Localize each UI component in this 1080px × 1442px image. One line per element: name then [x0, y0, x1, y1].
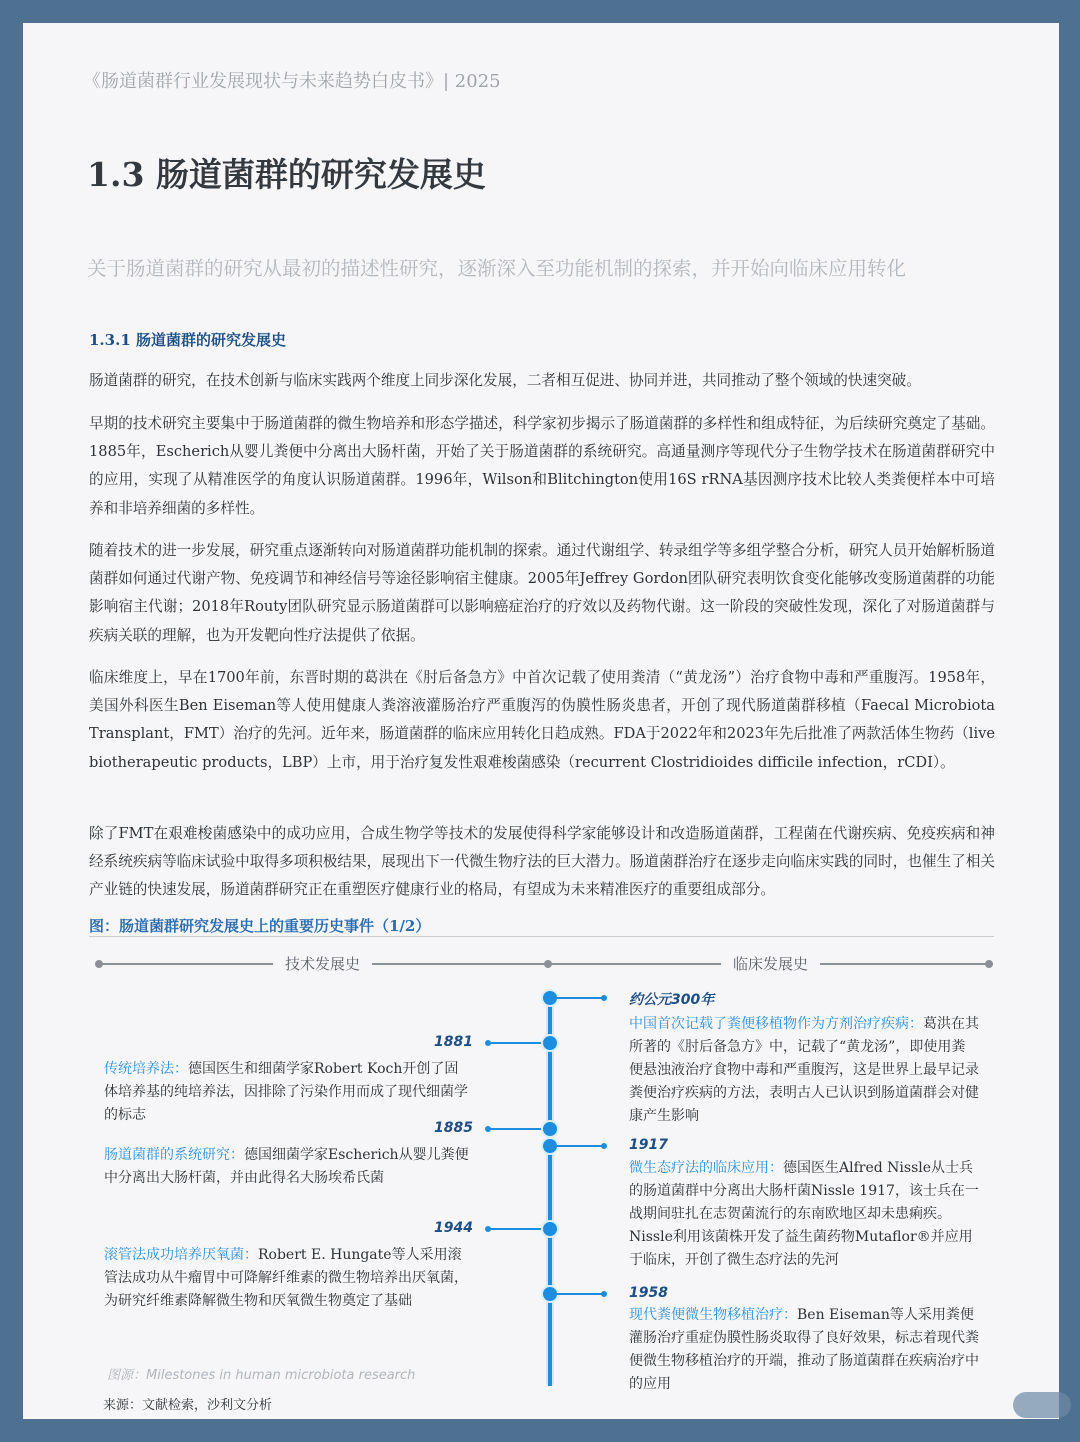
event-highlight-1885: 肠道菌群的系统研究： — [104, 1147, 244, 1163]
connector-dot-1944 — [485, 1226, 491, 1232]
paragraph-early-tech: 早期的技术研究主要集中于肠道菌群的微生物培养和形态学描述，科学家初步揭示了肠道菌群的多样性和组成特征，为后续研究奠定了基础。1885年，Escherich从婴儿粪便中分离出大肠杆菌，开始了关于肠道菌群的系统研究。高通量测序等现代分子生物学技术在肠道菌群研究中的应用，实现了从精准医学的角度认识肠道菌群。1996年，Wilson和Blitchington使用16S rRNA基因测序技术比较人类粪便样本中可培养和非培养细菌的多样性。 — [89, 415, 995, 517]
figure-source-note: 图源：Milestones in human microbiota research — [107, 1368, 416, 1383]
connector-dot-300ad — [601, 995, 607, 1001]
connector-1958 — [557, 1293, 603, 1295]
connector-dot-1881 — [485, 1040, 491, 1046]
event-text-1944 — [104, 1244, 472, 1313]
timeline-node-1885 — [541, 1120, 559, 1138]
event-body-1881: 德国医生和细菌学家Robert Koch开创了固体培养基的纯培养法，因排除了污染作用而成了现代细菌学的标志 — [104, 1061, 468, 1123]
timeline-node-1944 — [541, 1220, 559, 1238]
event-year-1944: 1944 — [434, 1220, 473, 1236]
event-highlight-1958: 现代粪便微生物移植治疗： — [629, 1307, 797, 1323]
connector-1944 — [489, 1228, 541, 1230]
rule-dot-center — [544, 960, 552, 968]
event-body-1917: 德国医生Alfred Nissle从士兵的肠道菌群中分离出大肠杆菌Nissle 1917，该士兵在一战期间驻扎在志贺菌流行的东南欧地区却未患痢疾。Nissle利用该菌株开发了益生菌药物Mutaflor®并应用于临床，开创了微生态疗法的先河 — [629, 1160, 979, 1268]
event-highlight-1917: 微生态疗法的临床应用： — [629, 1160, 783, 1176]
event-text-1917 — [629, 1157, 979, 1272]
section-heading: 1.3.1 肠道菌群的研究发展史 — [89, 331, 286, 349]
event-text-300ad — [629, 1013, 979, 1128]
clinical-history-label: 临床发展史 — [721, 953, 820, 974]
event-body-300ad: 葛洪在其所著的《肘后备急方》中，记载了“黄龙汤”，即使用粪便悬浊液治疗食物中毒和严重腹泻，这是世界上最早记录粪便治疗疾病的方法，表明古人已认识到肠道菌群会对健康产生影响 — [629, 1016, 979, 1124]
timeline-axis-fill — [548, 998, 552, 1386]
page-title: 1.3 肠道菌群的研究发展史 — [87, 155, 486, 194]
source-note: 来源：文献检索，沙利文分析 — [103, 1398, 273, 1413]
event-highlight-1881: 传统培养法： — [104, 1061, 188, 1077]
connector-dot-1885 — [485, 1126, 491, 1132]
figure-caption: 图：肠道菌群研究发展史上的重要历史事件（1/2） — [89, 917, 431, 935]
connector-1885 — [489, 1128, 541, 1130]
watermark-badge — [1013, 1392, 1071, 1418]
event-body-1944: Robert E. Hungate等人采用滚管法成功从牛瘤胃中可降解纤维素的微生物培养出厌氧菌，为研究纤维素降解微生物和厌氧微生物奠定了基础 — [104, 1247, 468, 1309]
document-page — [23, 23, 1059, 1419]
paragraph-intro: 肠道菌群的研究，在技术创新与临床实践两个维度上同步深化发展，二者相互促进、协同并进，共同推动了整个领域的快速突破。 — [89, 372, 921, 389]
event-text-1885 — [104, 1144, 472, 1190]
connector-dot-1917 — [601, 1143, 607, 1149]
connector-dot-1958 — [601, 1291, 607, 1297]
paragraph-synbio: 除了FMT在艰难梭菌感染中的成功应用，合成生物学等技术的发展使得科学家能够设计和改造肠道菌群，工程菌在代谢疾病、免疫疾病和神经系统疾病等临床试验中取得多项积极结果，展现出下一代微生物疗法的巨大潜力。肠道菌群治疗在逐步走向临床实践的同时，也催生了相关产业链的快速发展，肠道菌群研究正在重塑医疗健康行业的格局，有望成为未来精准医疗的重要组成部分。 — [89, 825, 995, 899]
rule-dot-left — [95, 960, 103, 968]
timeline-node-1881 — [541, 1034, 559, 1052]
event-year-1881: 1881 — [434, 1034, 473, 1050]
rule-dot-right — [985, 960, 993, 968]
event-year-1917: 1917 — [629, 1137, 668, 1153]
paragraph-clinical: 临床维度上，早在1700年前，东晋时期的葛洪在《肘后备急方》中首次记载了使用粪清（“黄龙汤”）治疗食物中毒和严重腹泻。1958年，美国外科医生Ben Eiseman等人使用健康人粪溶液灌肠治疗严重腹泻的伪膜性肠炎患者，开创了现代肠道菌群移植（Faecal Microbiota Transplant，FMT）治疗的先河。近年来，肠道菌群的临床应用转化日趋成熟。FDA于2022年和2023年先后批准了两款活体生物药（live biotherapeutic products，LBP）上市，用于治疗复发性艰难梭菌感染（recurrent Clostridioides difficile infection，rCDI）。 — [89, 669, 995, 771]
connector-1917 — [557, 1145, 603, 1147]
event-year-300ad: 约公元300年 — [629, 992, 715, 1008]
caption-divider — [89, 936, 994, 937]
paragraph-function: 随着技术的进一步发展，研究重点逐渐转向对肠道菌群功能机制的探索。通过代谢组学、转录组学等多组学整合分析，研究人员开始解析肠道菌群如何通过代谢产物、免疫调节和神经信号等途径影响宿主健康。2005年Jeffrey Gordon团队研究表明饮食变化能够改变肠道菌群的功能影响宿主代谢；2018年Routy团队研究显示肠道菌群可以影响癌症治疗的疗效以及药物代谢。这一阶段的突破性发现，深化了对肠道菌群与疾病关联的理解，也为开发靶向性疗法提供了依据。 — [89, 542, 995, 644]
event-body-1958: Ben Eiseman等人采用粪便灌肠治疗重症伪膜性肠炎取得了良好效果，标志着现代粪便微生物移植治疗的开端，推动了肠道菌群在疾病治疗中的应用 — [629, 1307, 979, 1392]
event-year-1958: 1958 — [629, 1285, 668, 1301]
event-text-1958 — [629, 1304, 979, 1396]
event-highlight-1944: 滚管法成功培养厌氧菌： — [104, 1247, 258, 1263]
document-header: 《肠道菌群行业发展现状与未来趋势白皮书》| 2025 — [83, 71, 501, 92]
event-text-1881 — [104, 1058, 472, 1127]
page-subtitle: 关于肠道菌群的研究从最初的描述性研究，逐渐深入至功能机制的探索，并开始向临床应用转化 — [87, 257, 907, 280]
connector-1881 — [489, 1042, 541, 1044]
event-highlight-300ad: 中国首次记载了粪便移植物作为方剂治疗疾病： — [629, 1016, 923, 1032]
connector-300ad — [557, 997, 603, 999]
event-year-1885: 1885 — [434, 1120, 473, 1136]
tech-history-label: 技术发展史 — [273, 953, 372, 974]
event-body-1885: 德国细菌学家Escherich从婴儿粪便中分离出大肠杆菌，并由此得名大肠埃希氏菌 — [104, 1147, 469, 1186]
